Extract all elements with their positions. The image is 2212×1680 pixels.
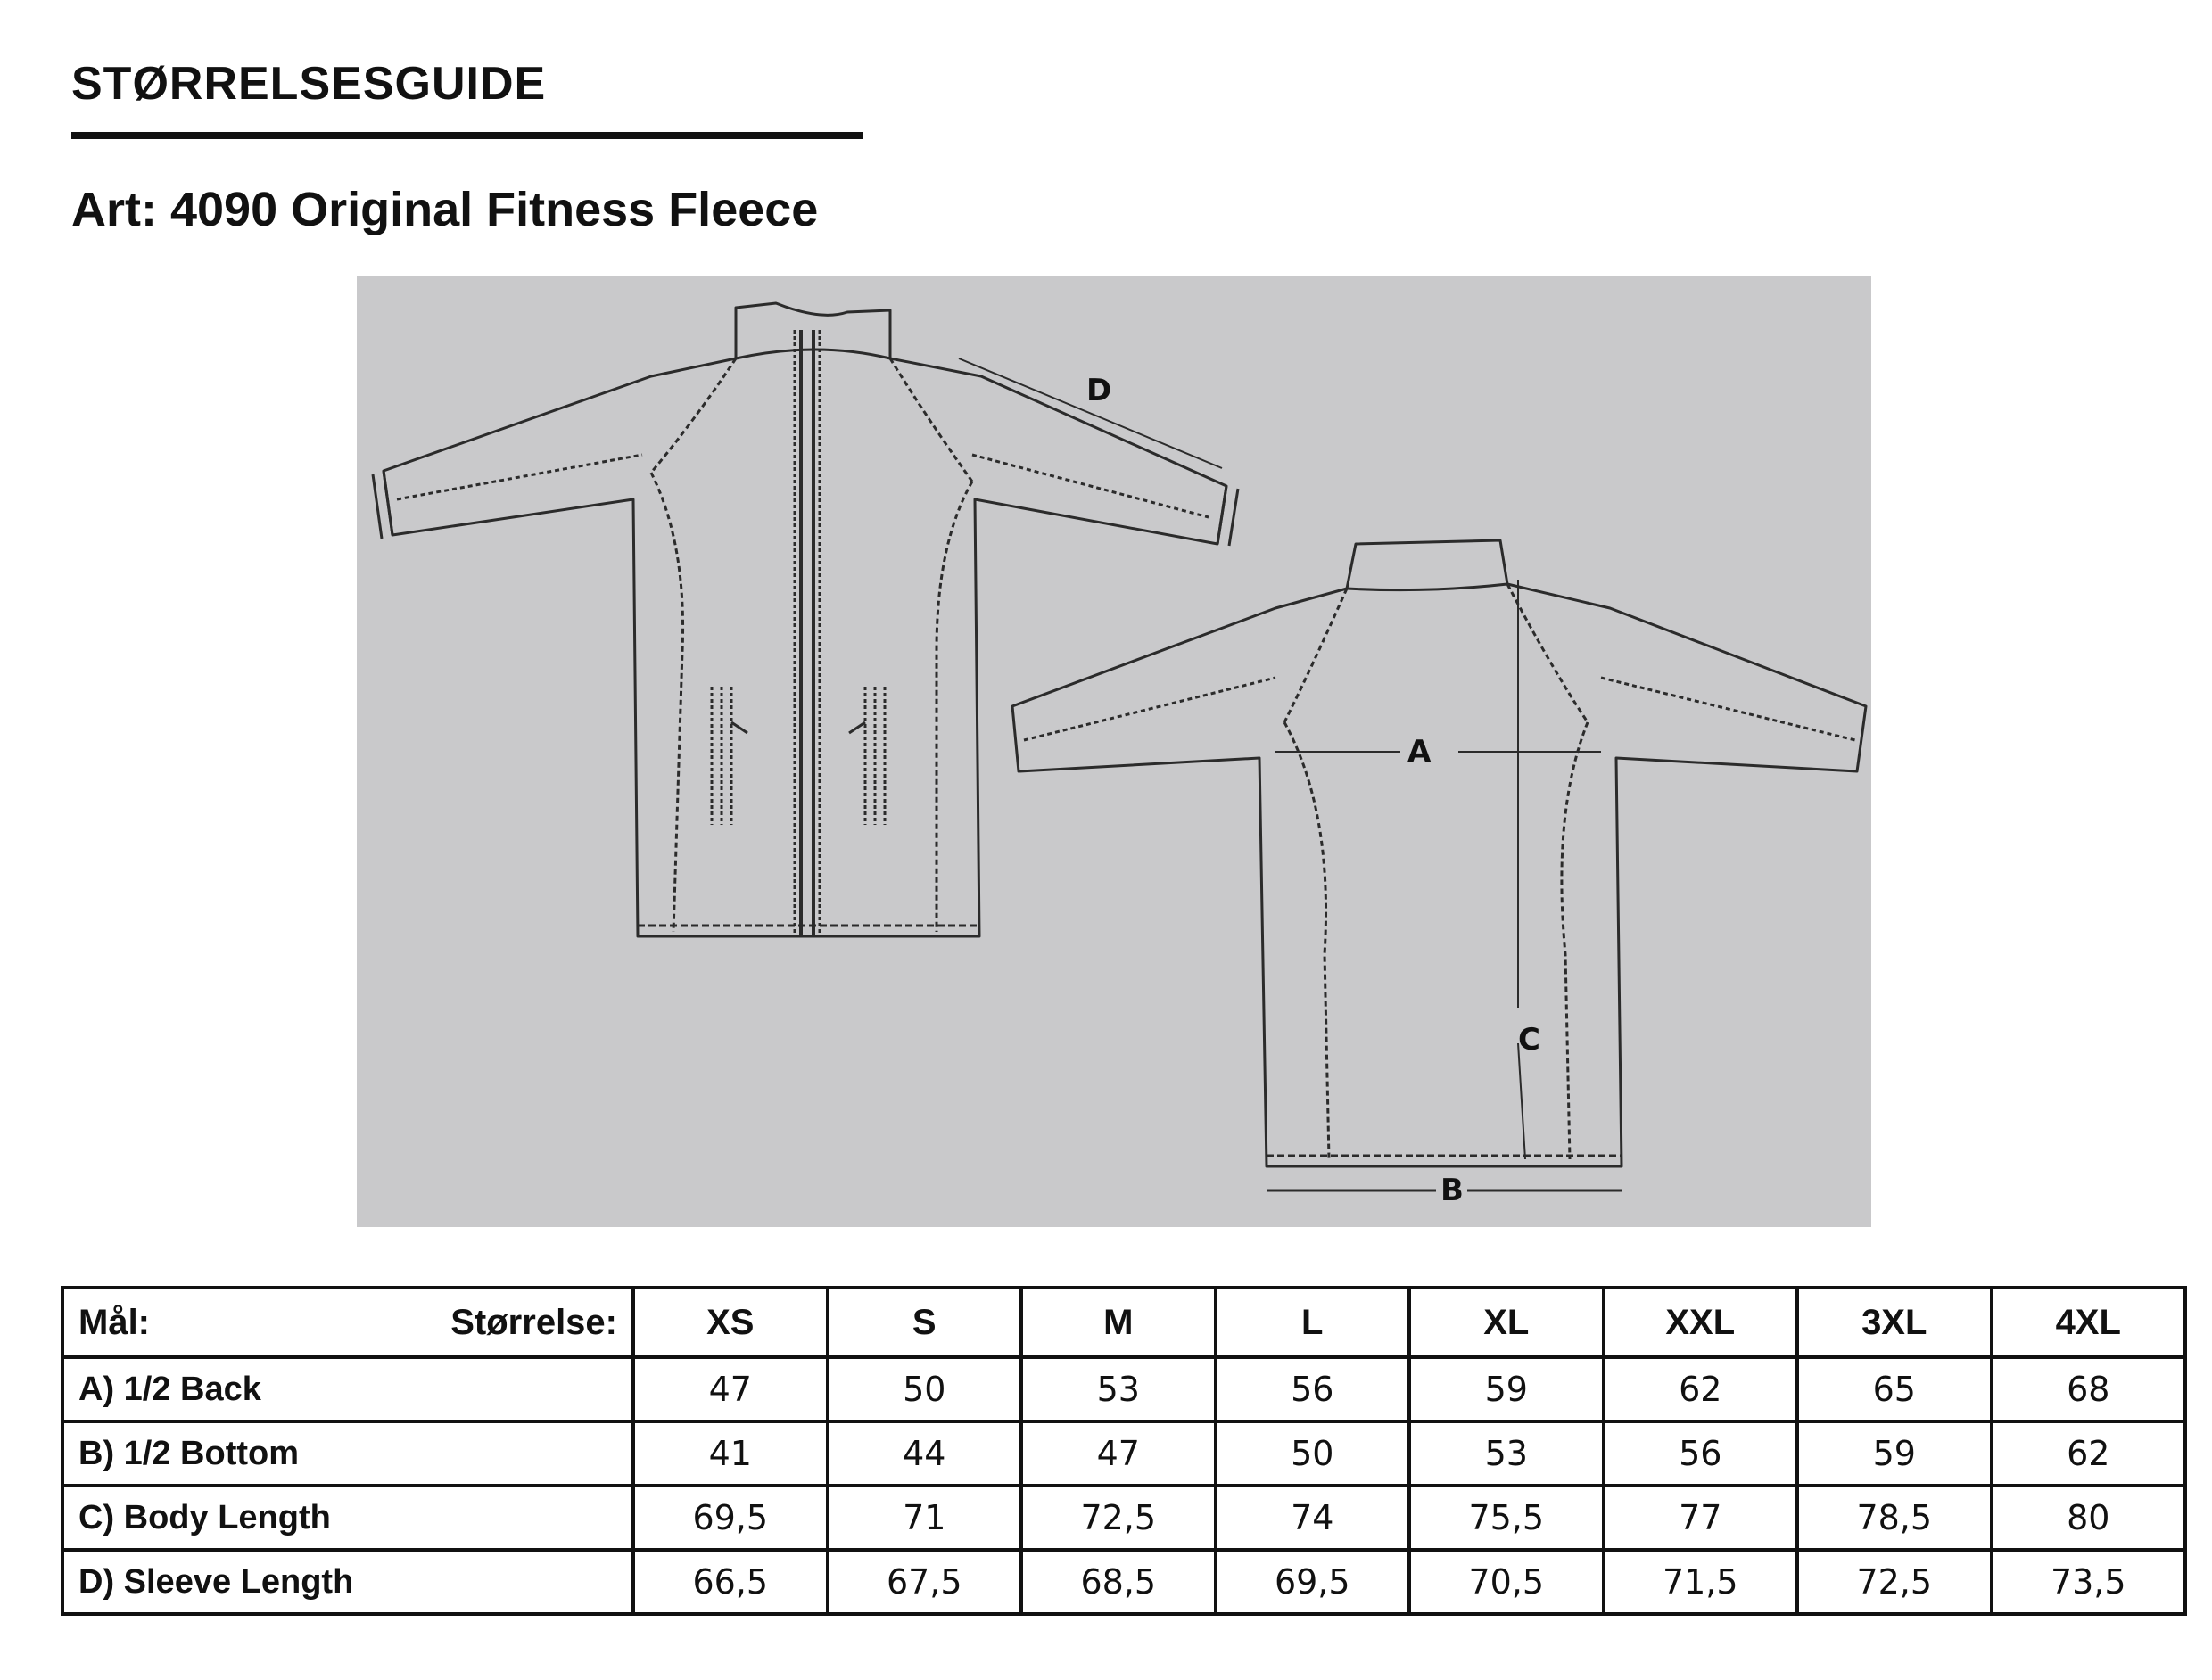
table-cell: 66,5: [633, 1550, 828, 1614]
table-cell: 41: [633, 1421, 828, 1486]
table-cell: 75,5: [1409, 1486, 1604, 1550]
front-pocket-right: [865, 687, 885, 825]
size-label: Størrelse:: [450, 1302, 617, 1342]
table-row: [62, 1550, 2185, 1614]
front-cuff-right: [1217, 486, 1238, 546]
front-pocket-pull-left: [731, 722, 747, 733]
table-cell: 74: [1216, 1486, 1410, 1550]
back-body-outline: [1012, 584, 1866, 1166]
table-cell: 77: [1604, 1486, 1798, 1550]
back-raglan-right: [1507, 584, 1588, 722]
front-zipper-stitch: [795, 330, 820, 936]
front-panel-seam-left: [651, 473, 683, 932]
front-pocket-left: [712, 687, 731, 825]
dim-label-a: A: [1407, 734, 1432, 770]
table-cell: 44: [828, 1421, 1022, 1486]
table-cell: 56: [1604, 1421, 1798, 1486]
back-panel-seam-right: [1562, 722, 1588, 1159]
size-header: XS: [633, 1288, 828, 1357]
size-header: 4XL: [1992, 1288, 2186, 1357]
table-cell: 50: [828, 1357, 1022, 1421]
table-cell: 59: [1409, 1357, 1604, 1421]
size-header: 3XL: [1797, 1288, 1992, 1357]
row-label: D) Sleeve Length: [62, 1550, 633, 1614]
row-label: B) 1/2 Bottom: [62, 1421, 633, 1486]
table-cell: 78,5: [1797, 1486, 1992, 1550]
table-row: [62, 1357, 2185, 1421]
front-sleeve-stitch-left: [397, 455, 642, 499]
row-label: C) Body Length: [62, 1486, 633, 1550]
article-title: Art: 4090 Original Fitness Fleece: [71, 183, 819, 236]
size-header: S: [828, 1288, 1022, 1357]
dim-label-b: B: [1440, 1173, 1464, 1208]
table-cell: 68,5: [1021, 1550, 1216, 1614]
table-row: [62, 1421, 2185, 1486]
front-panel-seam-right: [937, 482, 972, 932]
size-header: L: [1216, 1288, 1410, 1357]
size-header: XL: [1409, 1288, 1604, 1357]
size-header-row: [62, 1288, 2185, 1357]
front-sleeve-stitch-right: [972, 455, 1209, 517]
table-cell: 69,5: [633, 1486, 828, 1550]
table-cell: 73,5: [1992, 1550, 2186, 1614]
table-cell: 69,5: [1216, 1550, 1410, 1614]
table-cell: 47: [633, 1357, 828, 1421]
dim-label-c: C: [1518, 1022, 1540, 1058]
table-cell: 71: [828, 1486, 1022, 1550]
jacket-drawing: [357, 276, 1871, 1227]
dim-label-d: D: [1086, 373, 1112, 408]
title-underline: [71, 132, 863, 139]
size-header: M: [1021, 1288, 1216, 1357]
table-cell: 62: [1992, 1421, 2186, 1486]
table-cell: 53: [1021, 1357, 1216, 1421]
table-cell: 72,5: [1797, 1550, 1992, 1614]
garment-diagram: [357, 276, 1871, 1227]
row-label: A) 1/2 Back: [62, 1357, 633, 1421]
table-cell: 53: [1409, 1421, 1604, 1486]
table-cell: 65: [1797, 1357, 1992, 1421]
front-pocket-pull-right: [849, 722, 865, 733]
back-panel-seam-left: [1284, 722, 1329, 1159]
table-row: [62, 1486, 2185, 1550]
size-table: [61, 1286, 2187, 1616]
table-cell: 56: [1216, 1357, 1410, 1421]
table-cell: 59: [1797, 1421, 1992, 1486]
measure-label: Mål:: [78, 1302, 150, 1342]
back-raglan-left: [1284, 589, 1347, 722]
table-cell: 67,5: [828, 1550, 1022, 1614]
table-cell: 47: [1021, 1421, 1216, 1486]
table-cell: 68: [1992, 1357, 2186, 1421]
table-cell: 70,5: [1409, 1550, 1604, 1614]
table-cell: 71,5: [1604, 1550, 1798, 1614]
table-cell: 62: [1604, 1357, 1798, 1421]
table-cell: 50: [1216, 1421, 1410, 1486]
table-cell: 80: [1992, 1486, 2186, 1550]
size-header: XXL: [1604, 1288, 1798, 1357]
page-title: STØRRELSESGUIDE: [71, 58, 547, 110]
front-body-outline: [384, 358, 1226, 936]
front-raglan-right: [890, 358, 972, 482]
header-label-cell: [62, 1288, 633, 1357]
dim-line-c: [1518, 580, 1525, 1159]
table-cell: 72,5: [1021, 1486, 1216, 1550]
back-collar: [1347, 540, 1507, 590]
front-raglan-left: [651, 358, 736, 473]
front-zipper: [801, 330, 813, 936]
front-cuff-left: [373, 471, 392, 539]
